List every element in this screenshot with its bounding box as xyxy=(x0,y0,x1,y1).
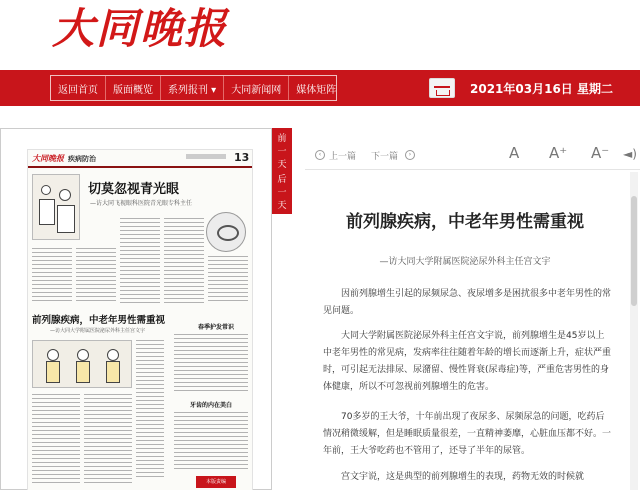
nav-item-home[interactable]: 返回首页 xyxy=(51,76,106,100)
paper-text-block xyxy=(208,256,248,304)
paper-text-block xyxy=(76,248,116,304)
paper-article1-title[interactable]: 切莫忽视青光眼 xyxy=(88,182,180,197)
paper-page-number: 13 xyxy=(234,151,250,164)
nav-item-news-site[interactable]: 大同新闻网 xyxy=(224,76,289,100)
prostate-cartoon-image xyxy=(32,340,132,388)
newspaper-page-image[interactable] xyxy=(27,149,253,490)
calendar-icon[interactable] xyxy=(429,78,455,98)
next-day-label: 后一天 xyxy=(277,175,287,211)
eye-illustration-image xyxy=(206,212,246,252)
prev-arrow-icon[interactable]: ‹ xyxy=(315,150,325,160)
next-article-link[interactable]: 下一篇 xyxy=(371,152,399,162)
paper-masthead: 大同晚报 xyxy=(32,154,64,163)
glaucoma-cartoon-image xyxy=(32,174,80,240)
sound-icon[interactable]: ◄) xyxy=(623,147,637,161)
article-subtitle: —访大同大学附属医院泌尿外科主任宫文宇 xyxy=(379,257,551,267)
article-scrollbar[interactable] xyxy=(630,172,638,490)
paper-article2-subtitle: —访大同大学附属医院泌尿外科主任宫文宇 xyxy=(50,328,146,334)
nav-menu xyxy=(50,75,337,101)
paper-text-block xyxy=(174,334,248,394)
site-logo[interactable]: 大同晚报 xyxy=(52,4,229,53)
paper-box1-title[interactable]: 春季护发常识 xyxy=(198,324,235,331)
paper-text-block xyxy=(174,412,248,472)
newspaper-page-viewer xyxy=(0,128,272,490)
header xyxy=(0,0,640,70)
nav-item-overview[interactable]: 版面概览 xyxy=(106,76,161,100)
article-title: 前列腺疾病，中老年男性需重视 xyxy=(346,212,584,232)
prev-day-tab[interactable] xyxy=(272,133,292,172)
prev-article-link[interactable]: 上一篇 xyxy=(329,152,357,162)
paper-text-block xyxy=(120,218,160,304)
paper-text-block xyxy=(32,394,80,486)
paper-text-block xyxy=(136,340,164,480)
paper-text-block xyxy=(164,218,204,304)
paper-article1-subtitle: —访大同飞视眼科医院青光眼专科主任 xyxy=(90,200,193,207)
article-paragraph: 因前列腺增生引起的尿频尿急、夜尿增多是困扰很多中老年男性的常见问题。 xyxy=(323,289,612,316)
paper-section-name: 疾病防治 xyxy=(68,155,96,163)
paper-text-block xyxy=(84,394,132,486)
next-arrow-icon[interactable]: › xyxy=(405,150,415,160)
nav-item-series-dropdown[interactable]: 系列报刊 ▾ xyxy=(161,76,224,100)
paper-header xyxy=(28,150,253,168)
day-nav-tabs xyxy=(272,128,292,214)
font-increase-button[interactable]: A⁺ xyxy=(549,144,568,162)
paper-text-block xyxy=(32,248,72,304)
paper-editor-box: 本版责编 xyxy=(196,476,236,488)
paper-box2-title[interactable]: 牙齿的内在美白 xyxy=(190,402,233,409)
next-day-tab[interactable] xyxy=(272,174,292,213)
current-date: 2021年03月16日 星期二 xyxy=(470,82,613,96)
article-toolbar xyxy=(305,140,640,170)
nav-item-media-matrix[interactable]: 媒体矩阵 xyxy=(296,84,337,96)
article-paragraph: 大同大学附属医院泌尿外科主任宫文宇说，前列腺增生是45岁以上中老年男性的常见病，发病率往往随着年龄的增长而逐渐上升，症状严重时，可引起无法排尿、尿潴留、慢性肾衰(尿毒症)等，严重危害男性的身体健康，所以不可忽视前列腺增生的危害。 xyxy=(323,331,612,392)
article-paragraph: 宫文宇说，这是典型的前列腺增生的表现，药物无效的时候就 xyxy=(341,472,585,482)
paper-meta xyxy=(186,154,226,159)
prev-day-label: 前一天 xyxy=(277,134,287,170)
article-paragraph: 70多岁的王大爷，十年前出现了夜尿多、尿频尿急的问题，吃药后情况稍微缓解，但是睡眠质量很差，一直精神萎靡，心脏血压都不好。一年前，王大爷吃药也不管用了，还导了半年的尿管。 xyxy=(323,412,612,456)
font-decrease-button[interactable]: A⁻ xyxy=(591,144,610,162)
paper-article2-title[interactable]: 前列腺疾病，中老年男性需重视 xyxy=(32,315,166,326)
font-reset-button[interactable]: A xyxy=(509,144,520,162)
scrollbar-thumb[interactable] xyxy=(631,196,637,306)
